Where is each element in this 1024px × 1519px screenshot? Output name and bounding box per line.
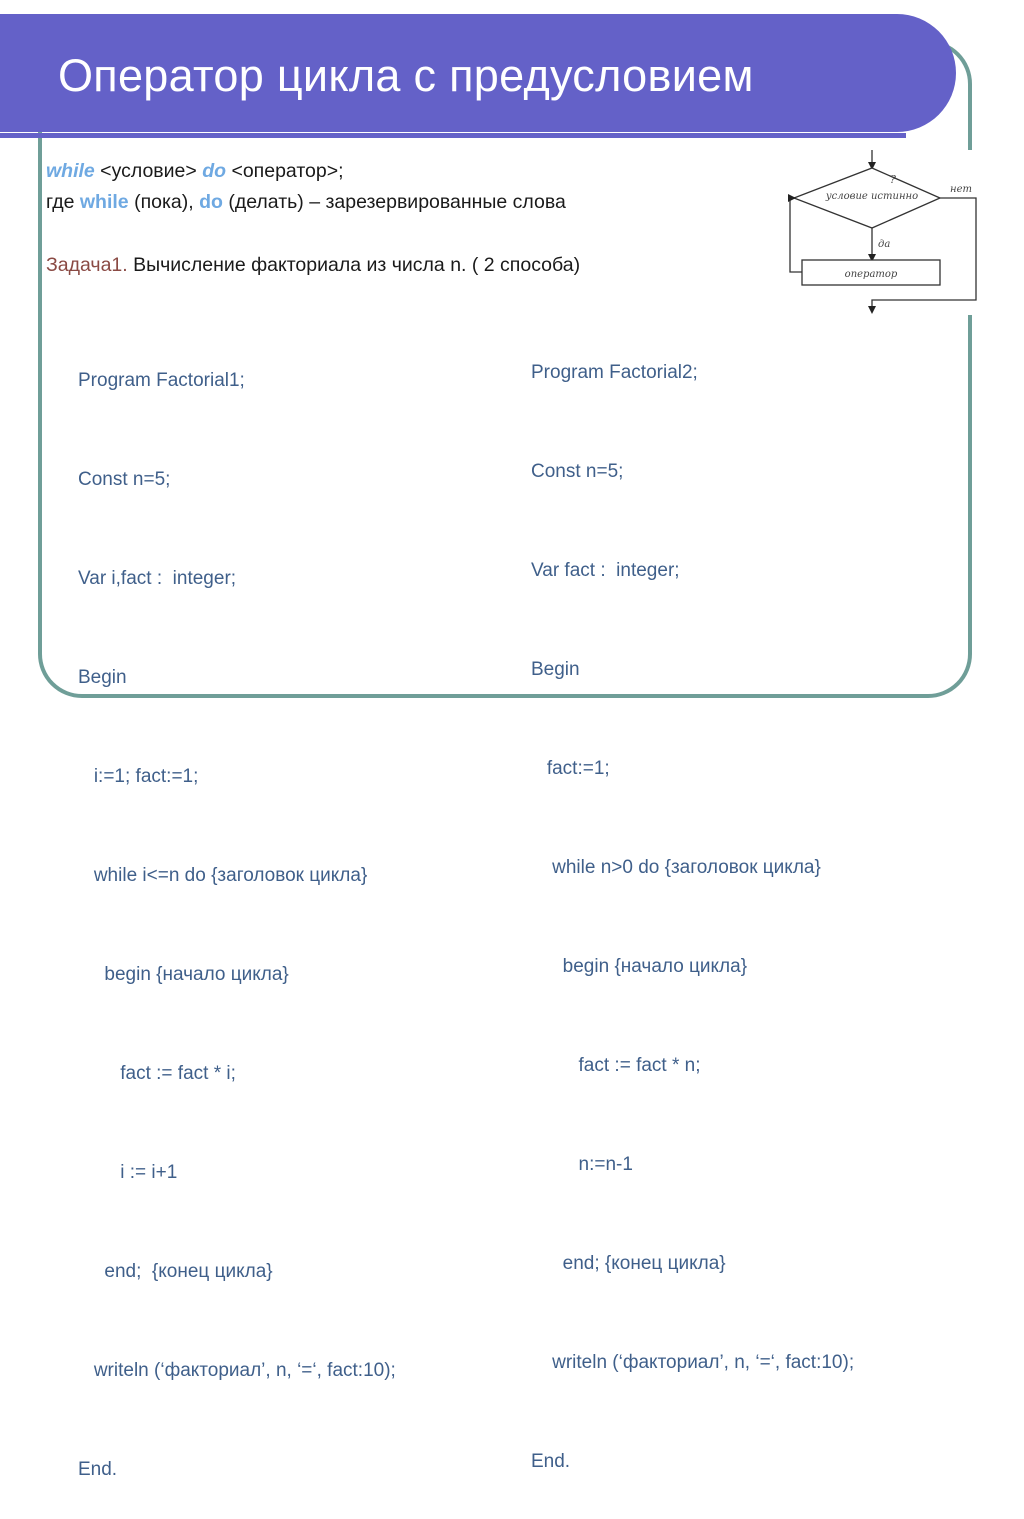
yes-label: да xyxy=(878,239,891,250)
code-line: writeln (‘факториал’, n, ‘=‘, fact:10); xyxy=(78,1360,396,1381)
code-line: fact := fact * i; xyxy=(78,1063,236,1084)
code-line: begin {начало цикла} xyxy=(78,964,289,985)
code-line: Begin xyxy=(78,667,127,688)
syntax-line xyxy=(46,160,344,183)
code-line: i := i+1 xyxy=(78,1162,178,1183)
flow-loop-back xyxy=(790,198,802,272)
code-line: while n>0 do {заголовок цикла} xyxy=(531,857,821,878)
code-line: Const n=5; xyxy=(531,461,624,482)
syntax-part1: <условие> xyxy=(94,160,203,182)
code-line: begin {начало цикла} xyxy=(531,956,748,977)
task-text: Вычисление факториала из числа n. ( 2 способа) xyxy=(127,254,581,276)
code-line: End. xyxy=(531,1451,571,1472)
title-underline xyxy=(0,133,906,138)
code-line: end; {конец цикла} xyxy=(78,1261,273,1282)
program1-code xyxy=(78,298,396,1519)
keyword-while: while xyxy=(79,191,129,213)
code-line: Var fact : integer; xyxy=(531,560,680,581)
code-line: Program Factorial1; xyxy=(78,370,245,391)
code-line: Const n=5; xyxy=(78,469,171,490)
code-line: fact:=1; xyxy=(531,758,610,779)
program2-code xyxy=(531,290,854,1511)
code-line: Program Factorial2; xyxy=(531,362,698,383)
explain-mid1: (пока), xyxy=(128,191,200,213)
task-label: Задача1. xyxy=(46,254,128,276)
operator-label: оператор xyxy=(844,269,898,280)
code-line: End. xyxy=(78,1459,118,1480)
code-line: end; {конец цикла} xyxy=(531,1253,726,1274)
condition-text: условие истинно xyxy=(825,191,919,202)
condition-question: ? xyxy=(890,173,896,186)
explanation-line xyxy=(46,191,566,214)
keyword-while: while xyxy=(46,160,95,182)
code-line: writeln (‘факториал’, n, ‘=‘, fact:10); xyxy=(531,1352,855,1373)
code-line: n:=n-1 xyxy=(531,1154,633,1175)
explain-mid2: (делать) – зарезервированные слова xyxy=(222,191,566,213)
code-line: i:=1; fact:=1; xyxy=(78,766,199,787)
code-line: Begin xyxy=(531,659,580,680)
slide-title: Оператор цикла с предусловием xyxy=(58,50,754,101)
task-line xyxy=(46,254,580,277)
explain-prefix: где xyxy=(46,191,80,213)
code-line: while i<=n do {заголовок цикла} xyxy=(78,865,368,886)
no-label: нет xyxy=(950,184,972,195)
syntax-part2: <оператор>; xyxy=(226,160,344,182)
code-line: Var i,fact : integer; xyxy=(78,568,237,589)
keyword-do: do xyxy=(199,191,223,213)
code-line: fact := fact * n; xyxy=(531,1055,701,1076)
keyword-do: do xyxy=(202,160,227,182)
